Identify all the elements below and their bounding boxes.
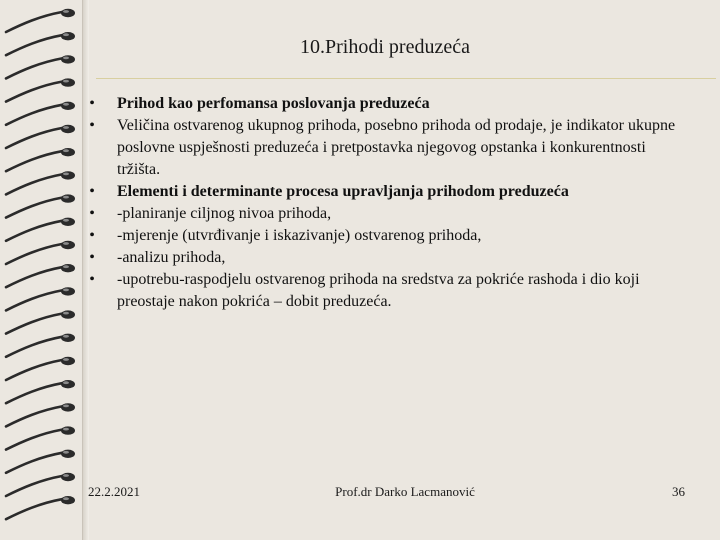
spiral-ring [6,287,75,310]
spiral-ring [6,450,75,473]
spiral-ring [6,357,75,380]
list-item-text: -analizu prihoda, [117,249,226,266]
slide-title: 10.Prihodi preduzeća [300,36,470,58]
bullet-icon: • [89,249,95,266]
bullet-icon: • [89,183,95,200]
bullet-icon: • [89,117,95,134]
spiral-ring [6,496,75,519]
spiral-ring [6,171,75,194]
bullet-icon: • [89,205,95,222]
spiral-ring [6,55,75,78]
spiral-ring [6,78,75,101]
list-item [86,93,686,115]
spiral-ring [6,148,75,171]
list-item [86,269,686,313]
list-item [86,181,686,203]
page-number: 36 [672,484,685,499]
list-item-text: Prihod kao perfomansa poslovanja preduzeća [117,95,430,112]
spiral-ring [6,125,75,148]
spiral-ring [6,334,75,357]
spiral-ring [6,241,75,264]
spiral-ring [6,426,75,449]
list-item-text: -upotrebu-raspodjelu ostvarenog prihoda na sredstva za pokriće rashoda i dio koji preostaje nakon pokrića – dobit preduzeća. [117,271,640,310]
title-divider [96,78,716,79]
spiral-ring [6,194,75,217]
spiral-ring [6,32,75,55]
list-item-text: Veličina ostvarenog ukupnog prihoda, posebno prihoda od prodaje, je indikator ukupne poslovne uspješnosti preduzeća i pretpostavka njegovog opstanka i konkurentnosti tržišta. [117,117,676,178]
spiral-binding [0,0,82,540]
spiral-ring [6,380,75,403]
bullet-icon: • [89,95,95,112]
bullet-icon: • [89,227,95,244]
footer-author: Prof.dr Darko Lacmanović [335,484,475,499]
list-item [86,225,686,247]
bullet-icon: • [89,271,95,288]
spiral-ring [6,218,75,241]
bullet-list [86,93,686,313]
list-item [86,203,686,225]
list-item-text: Elementi i determinante procesa upravljanja prihodom preduzeća [117,183,569,200]
spiral-ring [6,403,75,426]
list-item [86,247,686,269]
spiral-ring [6,264,75,287]
list-item [86,115,686,181]
spiral-ring [6,473,75,496]
spiral-ring [6,310,75,333]
spiral-ring [6,102,75,125]
list-item-text: -mjerenje (utvrđivanje i iskazivanje) ostvarenog prihoda, [117,227,482,244]
footer-date: 22.2.2021 [88,484,140,499]
spiral-ring [6,9,75,32]
list-item-text: -planiranje ciljnog nivoa prihoda, [117,205,332,222]
